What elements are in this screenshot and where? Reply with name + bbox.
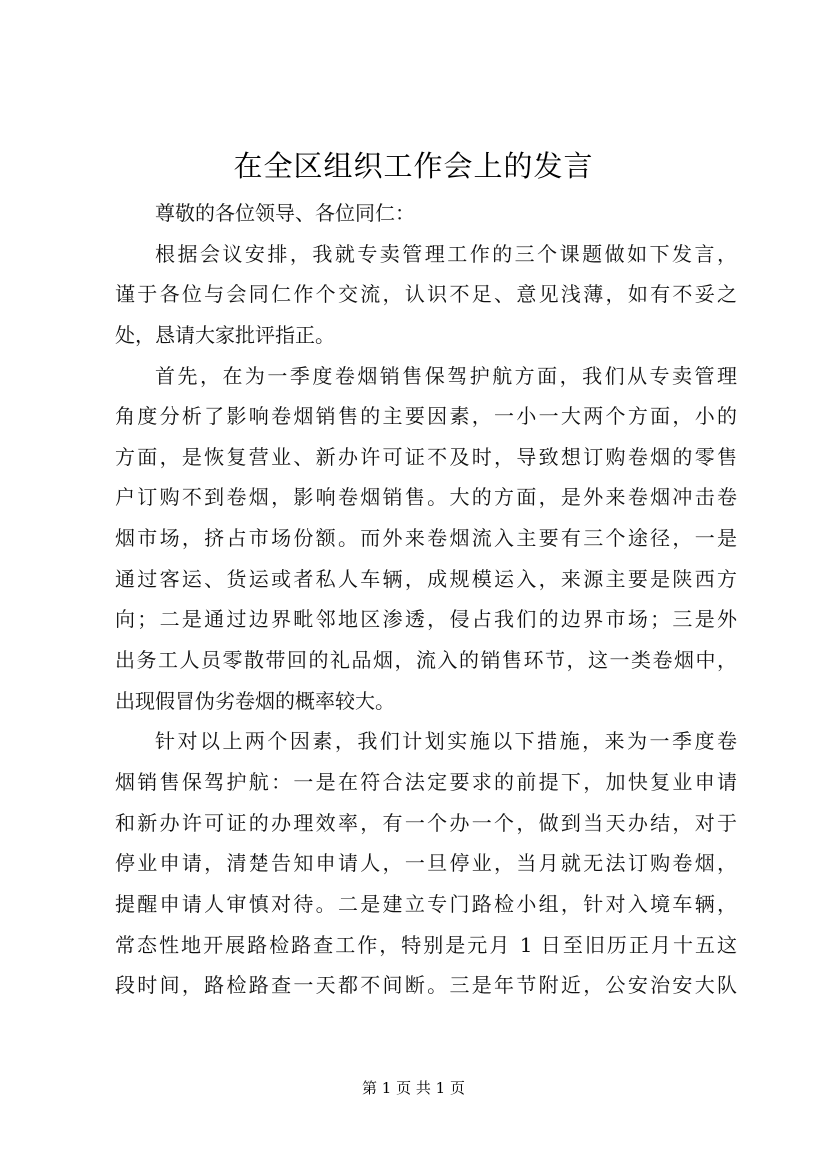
body-line: 向；二是通过边界毗邻地区渗透，侵占我们的边界市场；三是外 [115,607,737,632]
body-line: 段时间，路检路查一天都不间断。三是年节附近，公安治安大队 [115,973,737,998]
body-line: 谨于各位与会同仁作个交流，认识不足、意见浅薄，如有不妥之 [115,282,737,307]
body-line: 常态性地开展路检路查工作，特别是元月 1 日至旧历正月十五这 [115,932,737,957]
body-line: 尊敬的各位领导、各位同仁： [155,201,415,225]
body-line: 和新办许可证的办理效率，有一个办一个，做到当天办结，对于 [115,810,737,835]
body-line: 根据会议安排，我就专卖管理工作的三个课题做如下发言， [155,241,737,266]
document-title: 在全区组织工作会上的发言 [233,149,594,183]
body-line: 角度分析了影响卷烟销售的主要因素，一小一大两个方面，小的 [115,404,737,429]
body-line: 提醒申请人审慎对待。二是建立专门路检小组，针对入境车辆， [115,891,737,916]
body-line: 方面，是恢复营业、新办许可证不及时，导致想订购卷烟的零售 [115,444,737,469]
body-line: 出务工人员零散带回的礼品烟，流入的销售环节，这一类卷烟中， [115,648,737,673]
body-line: 烟市场，挤占市场份额。而外来卷烟流入主要有三个途径，一是 [115,526,737,551]
page-footer: 第 1 页 共 1 页 [362,1079,465,1097]
body-line: 首先，在为一季度卷烟销售保驾护航方面，我们从专卖管理 [155,363,737,388]
body-line: 出现假冒伪劣卷烟的概率较大。 [115,688,395,713]
body-line: 停业申请，清楚告知申请人，一旦停业，当月就无法订购卷烟， [115,851,737,876]
body-line: 烟销售保驾护航：一是在符合法定要求的前提下，加快复业申请 [115,769,737,794]
document-body [115,193,737,1006]
body-line: 通过客运、货运或者私人车辆，成规模运入，来源主要是陕西方 [115,566,737,591]
body-line: 处，恳请大家批评指正。 [115,322,335,347]
body-line: 户订购不到卷烟，影响卷烟销售。大的方面，是外来卷烟冲击卷 [115,485,737,510]
body-line: 针对以上两个因素，我们计划实施以下措施，来为一季度卷 [155,729,737,754]
